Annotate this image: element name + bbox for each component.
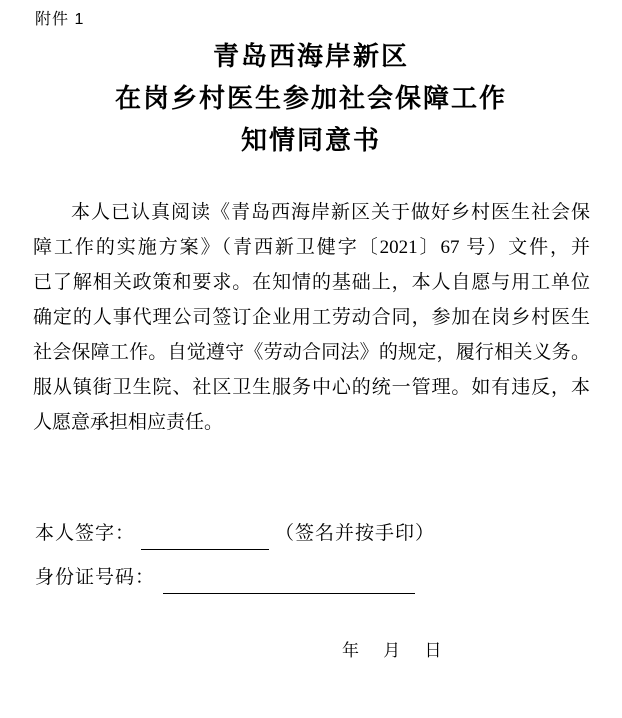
body-line: 服从镇街卫生院、社区卫生服务中心的统一管理。如有违反，本: [33, 377, 590, 398]
id-number-label: 身份证号码：: [35, 567, 156, 588]
body-paragraph: [33, 195, 590, 440]
signature-note: （签名并按手印）: [275, 523, 436, 544]
id-number-blank-field: [163, 568, 415, 594]
attachment-label: 附件 1: [35, 11, 85, 28]
document-title: [0, 36, 622, 162]
title-line-form-name: 知情同意书: [240, 126, 381, 155]
date-line: 年 月 日: [342, 641, 442, 660]
body-line: 本人已认真阅读《青岛西海岸新区关于做好乡村医生社会保: [71, 202, 590, 223]
body-line: 人愿意承担相应责任。: [33, 412, 224, 433]
body-line: 已了解相关政策和要求。在知情的基础上，本人自愿与用工单位: [33, 272, 590, 293]
body-line: 确定的人事代理公司签订企业用工劳动合同，参加在岗乡村医生: [33, 307, 590, 328]
body-line: 障工作的实施方案》（青西新卫健字〔2021〕67 号）文件，并: [33, 237, 590, 258]
body-line: 社会保障工作。自觉遵守《劳动合同法》的规定，履行相关义务。: [33, 342, 590, 363]
signature-blank-field: [141, 524, 269, 550]
signature-row: [35, 518, 435, 550]
id-number-row: [35, 562, 415, 594]
signature-label: 本人签字：: [35, 523, 136, 544]
title-line-region: 青岛西海岸新区: [212, 42, 409, 71]
title-line-subject: 在岗乡村医生参加社会保障工作: [114, 84, 507, 113]
